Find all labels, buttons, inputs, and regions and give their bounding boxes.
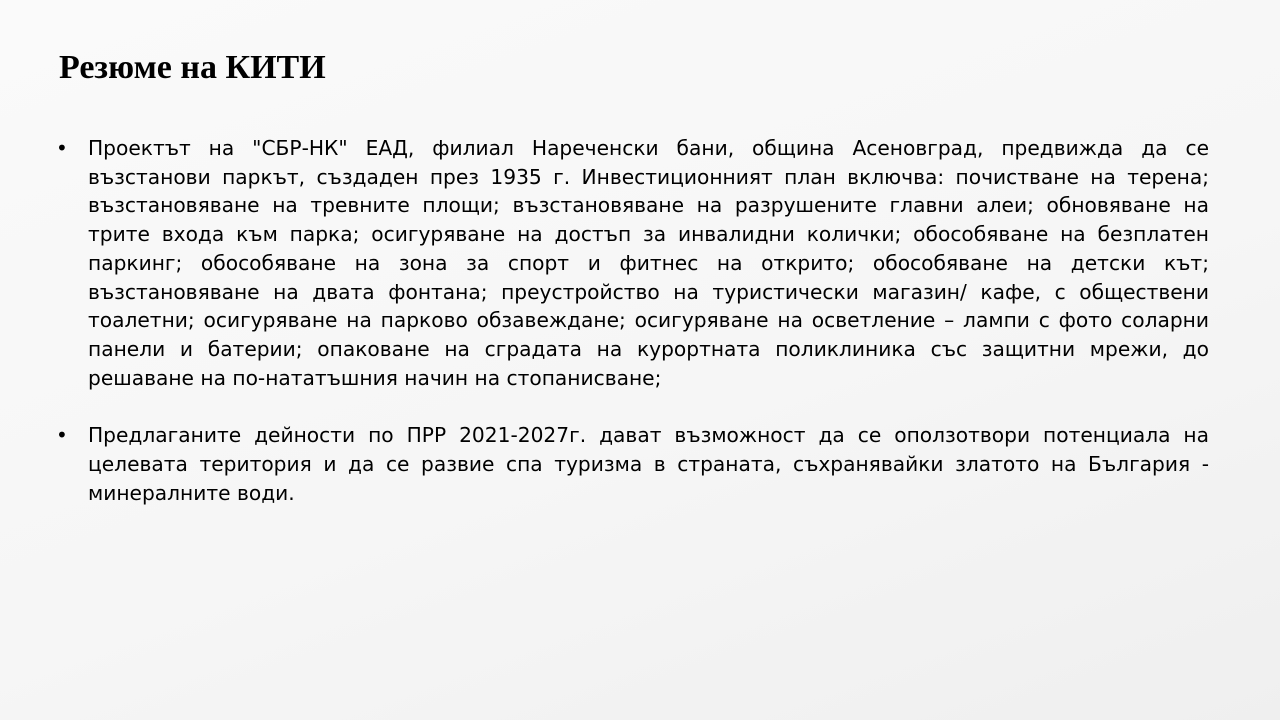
bullet-item-project-description [56,134,1209,392]
bullet-text: Предлаганите дейности по ПРР 2021-2027г. дават възможност да се оползотвори потенциала на целевата територия и да се развие спа туризма в страната, съхранявайки златото на България - минералните води. [88,423,1209,505]
slide-title: Резюме на КИТИ [59,49,326,86]
bullet-item-proposed-activities [56,421,1209,507]
bullet-text: Проектът на "СБР-НК" ЕАД, филиал Нареченски бани, община Асеновград, предвижда да се възстанови паркът, създаден през 1935 г. Инвестиционният план включва: почистване на терена; възстановяване на тревните площи; възстановяване на разрушените главни алеи; обновяване на трите входа към парка; осигуряване на достъп за инвалидни колички; обособяване на безплатен паркинг; обособяване на зона за спорт и фитнес на открито; обособяване на детски кът; възстановяване на двата фонтана; преустройство на туристически магазин/ кафе, с обществени тоалетни; осигуряване на парково обзавеждане; осигуряване на осветление – лампи с фото соларни панели и батерии; опаковане на сградата на курортната поликлиника със защитни мрежи, до решаване на по-нататъшния начин на стопанисване; [88,136,1209,390]
bullet-list [56,134,1209,507]
bullet-marker: • [56,423,68,448]
bullet-marker: • [56,136,68,160]
